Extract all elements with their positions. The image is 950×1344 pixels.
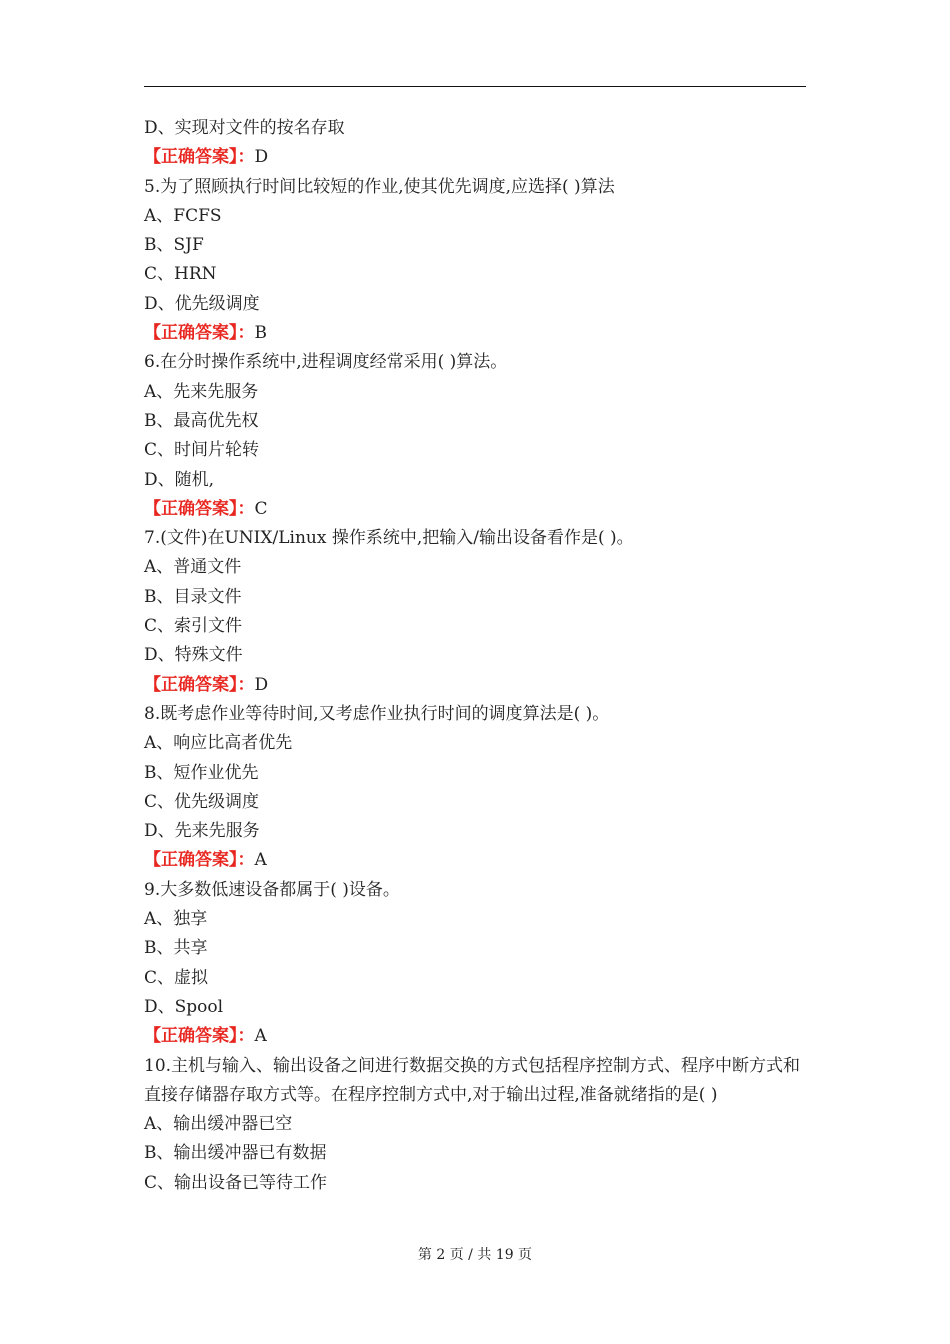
option-c: C、输出设备已等待工作 [144,1172,328,1193]
answer-label: 【正确答案】： [144,323,255,344]
answer-value: A [254,850,267,871]
answer-label: 【正确答案】： [144,1026,255,1047]
answer-value: B [254,323,267,344]
option-a: A、FCFS [144,205,222,226]
option-c: C、时间片轮转 [144,440,260,461]
question-text: 7.(文件)在UNIX/Linux 操作系统中,把输入/输出设备看作是( )。 [144,528,634,549]
option-a: A、普通文件 [144,557,242,578]
option-c: C、索引文件 [144,616,243,637]
question-block [144,173,806,349]
option-d: D、随机, [144,469,215,490]
option-b: B、输出缓冲器已有数据 [144,1143,327,1164]
option-c: C、虚拟 [144,967,209,988]
option-c: C、优先级调度 [144,791,260,812]
answer-line [144,846,806,875]
answer-value: D [254,147,269,168]
option-d: D、先来先服务 [144,821,260,842]
option-d: D、实现对文件的按名存取 [144,118,345,138]
question-block [144,114,806,173]
answer-line [144,495,806,524]
question-text: 9.大多数低速设备都属于( )设备。 [144,879,400,900]
question-block [144,524,806,700]
question-block [144,700,806,876]
answer-label: 【正确答案】： [144,674,255,695]
answer-line [144,319,806,348]
option-b: B、SJF [144,235,204,256]
option-a: A、响应比高者优先 [144,733,293,754]
question-text: 8.既考虑作业等待时间,又考虑作业执行时间的调度算法是( )。 [144,703,610,724]
page-footer: 第 2 页 / 共 19 页 [417,1247,533,1263]
answer-label: 【正确答案】： [144,498,255,519]
answer-line [144,671,806,700]
option-a: A、输出缓冲器已空 [144,1114,293,1135]
answer-value: D [254,674,269,695]
question-text: 10.主机与输入、输出设备之间进行数据交换的方式包括程序控制方式、程序中断方式和直接存储器存取方式等。在程序控制方式中,对于输出过程,准备就绪指的是( ) [144,1055,801,1105]
document-body [144,114,806,1198]
option-c: C、HRN [144,264,217,285]
option-b: B、目录文件 [144,586,242,607]
answer-label: 【正确答案】： [144,147,255,168]
question-text: 5.为了照顾执行时间比较短的作业,使其优先调度,应选择( )算法 [144,176,615,197]
answer-value: A [254,1026,267,1047]
option-b: B、共享 [144,938,208,959]
question-block [144,348,806,524]
option-d: D、特殊文件 [144,645,243,666]
option-a: A、独享 [144,909,208,930]
option-b: B、短作业优先 [144,762,259,783]
header-rule [144,86,806,87]
option-d: D、优先级调度 [144,293,260,314]
question-text: 6.在分时操作系统中,进程调度经常采用( )算法。 [144,352,508,373]
question-block [144,1052,806,1198]
question-block [144,876,806,1052]
answer-line [144,1022,806,1051]
option-b: B、最高优先权 [144,410,259,431]
option-d: D、Spool [144,996,224,1017]
answer-line [144,143,806,172]
answer-value: C [254,498,268,519]
answer-label: 【正确答案】： [144,850,255,871]
option-a: A、先来先服务 [144,381,259,402]
